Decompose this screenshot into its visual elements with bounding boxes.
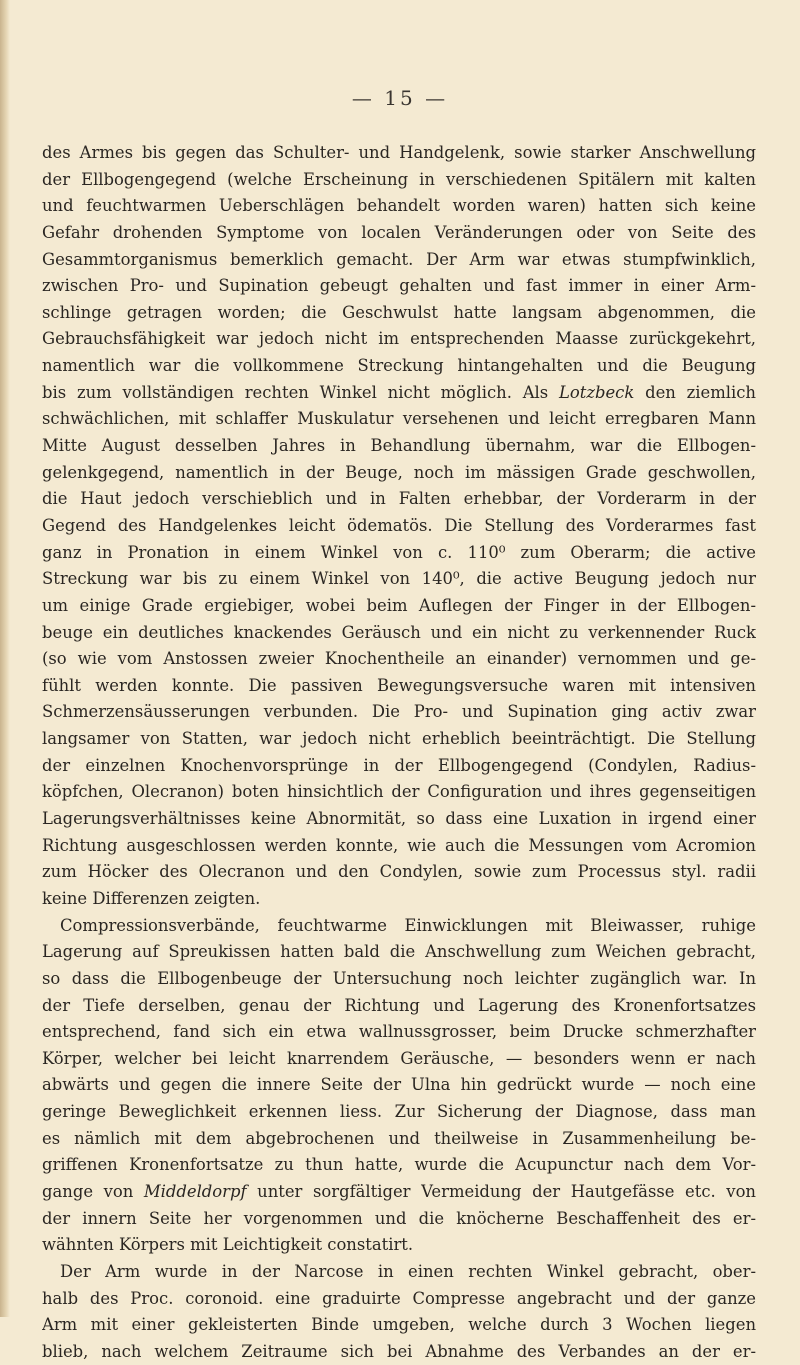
text-line: blieb, nach welchem Zeitraume sich bei Abnahme des Verbandes an der er-: [42, 1341, 756, 1361]
text-line: schwächlichen, mit schlaffer Muskulatur versehenen und leicht erregbaren Mann: [42, 409, 756, 429]
text-line: halb des Proc. coronoid. eine graduirte Compresse angebracht und der ganze: [42, 1288, 756, 1308]
text-line: so dass die Ellbogenbeuge der Untersuchung noch leichter zugänglich war. In: [42, 968, 756, 988]
text-line: der innern Seite her vorgenommen und die knöcherne Beschaffenheit des er-: [42, 1208, 756, 1228]
text-line: um einige Grade ergiebiger, wobei beim Auflegen der Finger in der Ellbogen-: [42, 595, 756, 615]
text-line: und feuchtwarmen Ueberschlägen behandelt worden waren) hatten sich keine: [42, 196, 756, 216]
text-line: namentlich war die vollkommene Streckung hintangehalten und die Beugung: [42, 356, 756, 376]
text-line: geringe Beweglichkeit erkennen liess. Zur Sicherung der Diagnose, dass man: [42, 1102, 756, 1122]
text-line: fühlt werden konnte. Die passiven Bewegungsversuche waren mit intensiven: [42, 675, 756, 695]
text-line: Streckung war bis zu einem Winkel von 140⁰, die active Beugung jedoch nur: [42, 569, 756, 589]
text-line: Lagerung auf Spreukissen hatten bald die Anschwellung zum Weichen gebracht,: [42, 942, 756, 962]
text-line: gange von Middeldorpf unter sorgfältiger Vermeidung der Hautgefässe etc. von: [42, 1181, 756, 1201]
text-line: abwärts und gegen die innere Seite der Ulna hin gedrückt wurde — noch eine: [42, 1075, 756, 1095]
text-line: Körper, welcher bei leicht knarrendem Geräusche, — besonders wenn er nach: [42, 1048, 756, 1068]
text-line: Arm mit einer gekleisterten Binde umgeben, welche durch 3 Wochen liegen: [42, 1315, 756, 1335]
text-line: ganz in Pronation in einem Winkel von c. 110⁰ zum Oberarm; die active: [42, 542, 756, 562]
page-number: — 15 —: [351, 86, 449, 110]
text-line: es nämlich mit dem abgebrochenen und theilweise in Zusammenheilung be-: [42, 1128, 756, 1148]
text-line: langsamer von Statten, war jedoch nicht erheblich beeinträchtigt. Die Stellung: [42, 729, 756, 749]
author-name-lotzbeck: Lotzbeck: [559, 382, 635, 402]
text-line: Gegend des Handgelenkes leicht ödematös. Die Stellung des Vorderarmes fast: [42, 515, 756, 535]
text-line: entsprechend, fand sich ein etwa wallnussgrosser, beim Drucke schmerzhafter: [42, 1022, 756, 1042]
text-line: schlinge getragen worden; die Geschwulst hatte langsam abgenommen, die: [42, 302, 756, 322]
text-line: köpfchen, Olecranon) boten hinsichtlich der Configuration und ihres gegenseitigen: [42, 782, 756, 802]
text-line: des Armes bis gegen das Schulter- und Handgelenk, sowie starker Anschwellung: [42, 143, 756, 162]
text-line: Der Arm wurde in der Narcose in einen rechten Winkel gebracht, ober-: [60, 1261, 756, 1281]
text-line: wähnten Körpers mit Leichtigkeit constatirt.: [42, 1235, 414, 1255]
text-line: keine Differenzen zeigten.: [42, 888, 261, 908]
text-line: Mitte August desselben Jahres in Behandlung übernahm, war die Ellbogen-: [42, 436, 756, 456]
text-line: Richtung ausgeschlossen werden konnte, wie auch die Messungen vom Acromion: [42, 835, 756, 855]
text-line: beuge ein deutliches knackendes Geräusch und ein nicht zu verkennender Ruck: [42, 622, 756, 642]
text-line: zum Höcker des Olecranon und den Condylen, sowie zum Processus styl. radii: [42, 862, 756, 882]
text-line: griffenen Kronenfortsatze zu thun hatte, wurde die Acupunctur nach dem Vor-: [42, 1155, 756, 1175]
text-line: gelenkgegend, namentlich in der Beuge, noch im mässigen Grade geschwollen,: [42, 462, 756, 482]
page-edge-shadow: [0, 0, 10, 1317]
body-text: [42, 140, 756, 1365]
text-line: der einzelnen Knochenvorsprünge in der Ellbogengegend (Condylen, Radius-: [42, 755, 756, 775]
text-line: der Tiefe derselben, genau der Richtung und Lagerung des Kronenfortsatzes: [42, 995, 756, 1015]
text-line: Gebrauchsfähigkeit war jedoch nicht im entsprechenden Maasse zurückgekehrt,: [42, 329, 756, 349]
text-line: Gesammtorganismus bemerklich gemacht. Der Arm war etwas stumpfwinklich,: [42, 249, 756, 269]
text-line: Gefahr drohenden Symptome von localen Veränderungen oder von Seite des: [42, 222, 756, 242]
text-line: der Ellbogengegend (welche Erscheinung in verschiedenen Spitälern mit kalten: [42, 169, 756, 189]
text-line: Lagerungsverhältnisses keine Abnormität, so dass eine Luxation in irgend einer: [42, 809, 756, 829]
text-line: Schmerzensäusserungen verbunden. Die Pro- und Supination ging activ zwar: [42, 702, 756, 722]
text-line: zwischen Pro- und Supination gebeugt gehalten und fast immer in einer Arm-: [42, 276, 756, 296]
author-name-middeldorpf: Middeldorpf: [143, 1181, 247, 1201]
text-line: Compressionsverbände, feuchtwarme Einwicklungen mit Bleiwasser, ruhige: [60, 915, 756, 935]
text-line: die Haut jedoch verschieblich und in Falten erhebbar, der Vorderarm in der: [42, 489, 756, 509]
text-line: bis zum vollständigen rechten Winkel nicht möglich. Als Lotzbeck den ziemlich: [42, 382, 756, 402]
text-line: (so wie vom Anstossen zweier Knochentheile an einander) vernommen und ge-: [42, 649, 756, 669]
